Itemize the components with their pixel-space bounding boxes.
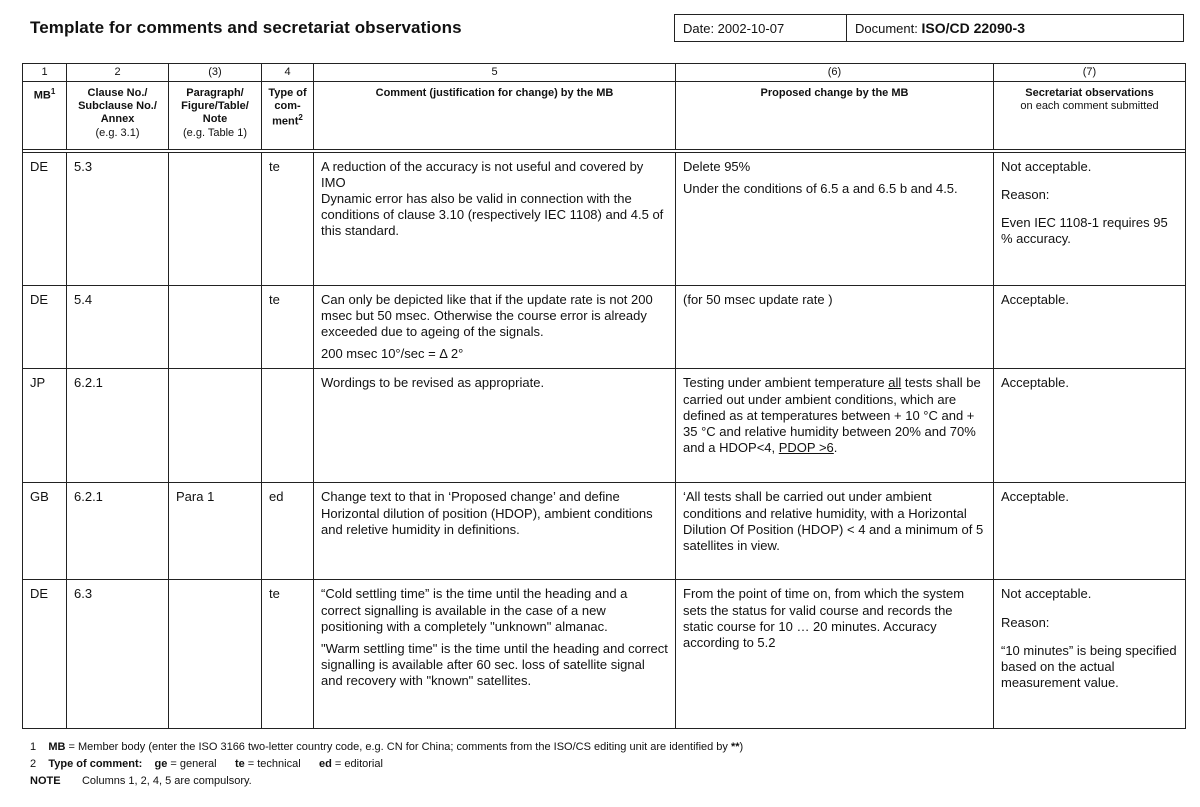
table-row bbox=[23, 483, 1186, 580]
cell-paragraph: Para 1 bbox=[169, 483, 262, 580]
proposed-text: tests shall be carried out under ambient conditions, which are defined as at temperatures between + 10 °C and + 35 °C and relative humidity between 20% and 70% and a HDOP<4, bbox=[683, 375, 981, 455]
note-text: Columns 1, 2, 4, 5 are compulsory. bbox=[81, 775, 252, 787]
col-num-3: (3) bbox=[169, 64, 262, 82]
comment-text: Can only be depicted like that if the update rate is not 200 msec but 50 msec. Otherwise the course error is already exceeded due to ageing of the signals. bbox=[321, 292, 653, 340]
footnote-key: ge bbox=[154, 758, 168, 770]
cell-comment: Wordings to be revised as appropriate. bbox=[314, 369, 676, 483]
footnote-note bbox=[30, 775, 252, 787]
observation-text: Not acceptable. bbox=[1001, 586, 1092, 602]
header-mb bbox=[23, 82, 67, 150]
header-secretariat bbox=[994, 82, 1186, 150]
cell-paragraph bbox=[169, 153, 262, 286]
table-row bbox=[23, 153, 1186, 286]
header-mb-footnote: 1 bbox=[50, 87, 56, 96]
cell-clause: 5.4 bbox=[67, 286, 169, 369]
header-clause bbox=[67, 82, 169, 150]
footnote-key: ed bbox=[319, 758, 332, 770]
page-title: Template for comments and secretariat observations bbox=[30, 18, 462, 37]
cell-comment bbox=[314, 580, 676, 729]
cell-type: te bbox=[262, 286, 314, 369]
comment-text: “Cold settling time” is the time until the heading and a correct signalling is available in the case of a new positioning with a completely "unknown" almanac. bbox=[321, 586, 628, 634]
footnote-2 bbox=[30, 758, 383, 770]
comment-text: "Warm settling time" is the time until the heading and correct signalling is available after 60 sec. loss of satellite signal and recovery with "known" satellites. bbox=[321, 640, 668, 688]
cell-clause: 5.3 bbox=[67, 153, 169, 286]
cell-type: te bbox=[262, 153, 314, 286]
header-type bbox=[262, 82, 314, 150]
cell-clause: 6.2.1 bbox=[67, 483, 169, 580]
cell-type bbox=[262, 369, 314, 483]
header-paragraph-text: Paragraph/ Figure/Table/ Note bbox=[181, 87, 249, 126]
header-proposed-change: Proposed change by the MB bbox=[676, 82, 994, 150]
cell-observation: Acceptable. bbox=[994, 369, 1186, 483]
footnote-stars: ** bbox=[730, 741, 740, 753]
observation-text: Reason: bbox=[1001, 187, 1050, 203]
header-paragraph bbox=[169, 82, 262, 150]
cell-paragraph bbox=[169, 369, 262, 483]
col-num-2: 2 bbox=[67, 64, 169, 82]
cell-observation: Acceptable. bbox=[994, 286, 1186, 369]
col-num-4: 4 bbox=[262, 64, 314, 82]
cell-observation bbox=[994, 580, 1186, 729]
cell-proposed-change bbox=[676, 369, 994, 483]
footnote-key: Type of comment: bbox=[48, 758, 143, 770]
footnote-text: = editorial bbox=[331, 758, 383, 770]
proposed-text: Under the conditions of 6.5 a and 6.5 b and 4.5. bbox=[683, 181, 958, 197]
cell-clause: 6.2.1 bbox=[67, 369, 169, 483]
cell-mb: DE bbox=[23, 286, 67, 369]
observation-text: “10 minutes” is being specified based on the actual measurement value. bbox=[1001, 642, 1177, 690]
footnote-1 bbox=[30, 741, 743, 753]
table-row bbox=[23, 286, 1186, 369]
footnote-text: = technical bbox=[244, 758, 301, 770]
header-secretariat-text: Secretariat observations bbox=[1025, 87, 1154, 99]
comment-text: A reduction of the accuracy is not useful and covered by IMO bbox=[321, 159, 644, 191]
table-row bbox=[23, 369, 1186, 483]
observation-text: Even IEC 1108-1 requires 95 % accuracy. bbox=[1001, 215, 1168, 247]
document-field bbox=[847, 15, 1183, 41]
proposed-underlined: PDOP >6 bbox=[778, 439, 834, 455]
footnote-text: = general bbox=[167, 758, 217, 770]
cell-mb: DE bbox=[23, 153, 67, 286]
note-key: NOTE bbox=[30, 775, 61, 787]
footnote-key: te bbox=[234, 758, 245, 770]
cell-mb: DE bbox=[23, 580, 67, 729]
comment-text: 200 msec 10°/sec = Δ 2° bbox=[321, 346, 464, 362]
proposed-text: Testing under ambient temperature bbox=[683, 375, 889, 391]
header-mb-text: MB bbox=[33, 89, 51, 102]
col-num-7: (7) bbox=[994, 64, 1186, 82]
cell-mb: GB bbox=[23, 483, 67, 580]
proposed-text: . bbox=[833, 439, 838, 455]
footnote-key: MB bbox=[48, 741, 66, 753]
table-row bbox=[23, 580, 1186, 729]
observation-text: Reason: bbox=[1001, 614, 1050, 630]
date-field: Date: 2002-10-07 bbox=[675, 15, 847, 41]
cell-proposed-change: (for 50 msec update rate ) bbox=[676, 286, 994, 369]
cell-paragraph bbox=[169, 286, 262, 369]
col-num-6: (6) bbox=[676, 64, 994, 82]
header-clause-example: (e.g. 3.1) bbox=[95, 126, 140, 139]
header-clause-text: Clause No./ Subclause No./ Annex bbox=[78, 87, 157, 126]
cell-type: te bbox=[262, 580, 314, 729]
cell-comment bbox=[314, 153, 676, 286]
cell-observation: Acceptable. bbox=[994, 483, 1186, 580]
header-type-footnote: 2 bbox=[298, 113, 303, 123]
proposed-underlined: all bbox=[888, 375, 902, 391]
document-info-box bbox=[674, 14, 1184, 42]
header-comment: Comment (justification for change) by the MB bbox=[314, 82, 676, 150]
comment-text: Dynamic error has also be valid in connection with the conditions of clause 3.10 (respectively IEC 1108) and 4.5 of this standard. bbox=[321, 191, 664, 239]
footnote-number: 2 bbox=[30, 758, 37, 770]
cell-type: ed bbox=[262, 483, 314, 580]
col-num-1: 1 bbox=[23, 64, 67, 82]
footnote-number: 1 bbox=[30, 741, 37, 753]
cell-clause: 6.3 bbox=[67, 580, 169, 729]
comments-table bbox=[22, 63, 1186, 729]
cell-paragraph bbox=[169, 580, 262, 729]
cell-proposed-change: ‘All tests shall be carried out under ambient conditions and relative humidity, with a Horizontal Dilution Of Position (HDOP) < 4 and a minimum of 5 satellites in view. bbox=[676, 483, 994, 580]
footnote-text: ) bbox=[739, 741, 744, 753]
cell-comment: Change text to that in ‘Proposed change’ and define Horizontal dilution of position (HDOP), ambient conditions and reletive humidity in definitions. bbox=[314, 483, 676, 580]
column-number-row bbox=[23, 64, 1186, 82]
header-secretariat-sub: on each comment submitted bbox=[1020, 100, 1159, 113]
col-num-5: 5 bbox=[314, 64, 676, 82]
footnote-text: = Member body (enter the ISO 3166 two-letter country code, e.g. CN for China; comments from the ISO/CS editing unit are identified by bbox=[65, 741, 731, 753]
cell-mb: JP bbox=[23, 369, 67, 483]
observation-text: Not acceptable. bbox=[1001, 159, 1092, 174]
document-label: Document: bbox=[855, 21, 922, 36]
cell-proposed-change bbox=[676, 153, 994, 286]
cell-proposed-change: From the point of time on, from which the system sets the status for valid course and records the static course for 10 … 20 minutes. Accuracy according to 5.2 bbox=[676, 580, 994, 729]
proposed-text: Delete 95% bbox=[683, 159, 751, 174]
cell-observation bbox=[994, 153, 1186, 286]
header-type-text: Type of com- ment bbox=[268, 87, 307, 129]
header-paragraph-example: (e.g. Table 1) bbox=[182, 126, 247, 139]
cell-comment bbox=[314, 286, 676, 369]
document-id: ISO/CD 22090-3 bbox=[921, 20, 1025, 36]
column-header-row bbox=[23, 82, 1186, 150]
